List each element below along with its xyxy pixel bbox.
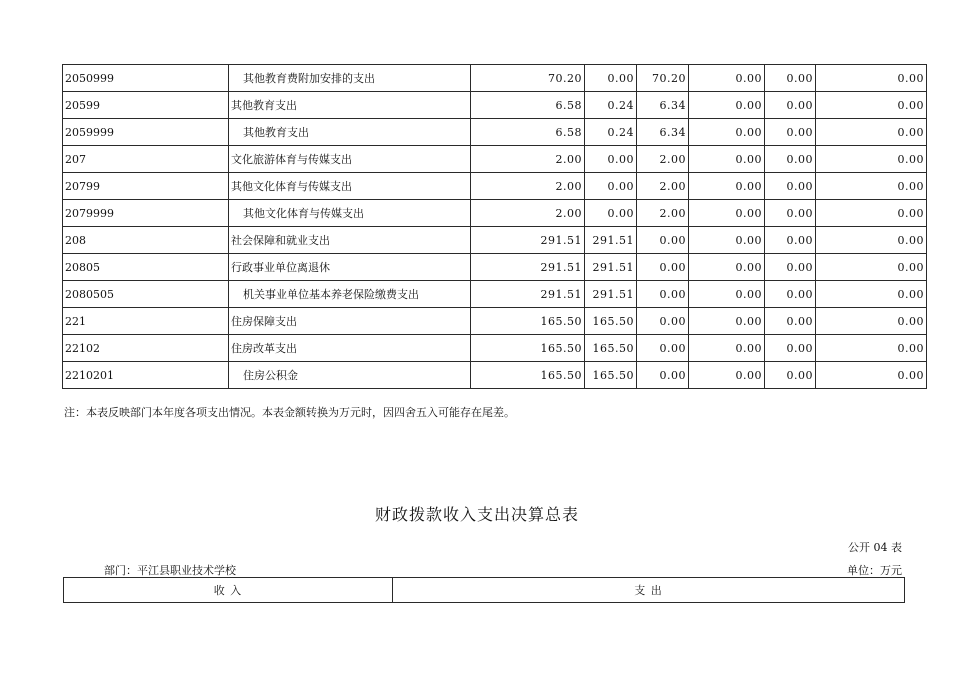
subject-code: 208 bbox=[63, 227, 229, 254]
amount-cell: 0.00 bbox=[816, 200, 927, 227]
subject-code: 207 bbox=[63, 146, 229, 173]
table-row bbox=[63, 146, 927, 173]
subject-name: 其他文化体育与传媒支出 bbox=[229, 200, 471, 227]
table-row bbox=[63, 173, 927, 200]
subject-code: 2079999 bbox=[63, 200, 229, 227]
amount-cell: 0.00 bbox=[816, 227, 927, 254]
subject-name: 其他教育费附加安排的支出 bbox=[229, 65, 471, 92]
amount-cell: 0.00 bbox=[816, 362, 927, 389]
subject-name: 社会保障和就业支出 bbox=[229, 227, 471, 254]
expenditure-table-body bbox=[63, 65, 927, 389]
amount-cell: 0.00 bbox=[689, 281, 765, 308]
amount-cell: 0.00 bbox=[585, 65, 637, 92]
amount-cell: 0.00 bbox=[689, 173, 765, 200]
amount-cell: 0.00 bbox=[765, 308, 816, 335]
subject-code: 2210201 bbox=[63, 362, 229, 389]
amount-cell: 2.00 bbox=[471, 173, 585, 200]
table-code: 公开 04 表 bbox=[848, 541, 902, 554]
amount-cell: 0.00 bbox=[765, 281, 816, 308]
amount-cell: 291.51 bbox=[471, 281, 585, 308]
amount-cell: 0.00 bbox=[765, 254, 816, 281]
subject-code: 221 bbox=[63, 308, 229, 335]
amount-cell: 165.50 bbox=[585, 308, 637, 335]
amount-cell: 0.00 bbox=[637, 335, 689, 362]
amount-cell: 0.00 bbox=[765, 65, 816, 92]
table-row bbox=[63, 254, 927, 281]
amount-cell: 0.00 bbox=[689, 92, 765, 119]
amount-cell: 0.00 bbox=[816, 335, 927, 362]
subject-name: 住房改革支出 bbox=[229, 335, 471, 362]
subject-code: 20799 bbox=[63, 173, 229, 200]
amount-cell: 291.51 bbox=[471, 227, 585, 254]
amount-cell: 0.00 bbox=[689, 146, 765, 173]
amount-cell: 2.00 bbox=[637, 146, 689, 173]
amount-cell: 0.00 bbox=[689, 65, 765, 92]
amount-cell: 0.00 bbox=[689, 362, 765, 389]
section-title: 财政拨款收入支出决算总表 bbox=[374, 505, 579, 524]
summary-table-header bbox=[63, 577, 905, 603]
amount-cell: 165.50 bbox=[585, 335, 637, 362]
table-row bbox=[63, 119, 927, 146]
amount-cell: 165.50 bbox=[471, 362, 585, 389]
amount-cell: 0.00 bbox=[637, 227, 689, 254]
amount-cell: 291.51 bbox=[585, 254, 637, 281]
subject-code: 2059999 bbox=[63, 119, 229, 146]
amount-cell: 165.50 bbox=[471, 308, 585, 335]
amount-cell: 0.24 bbox=[585, 119, 637, 146]
amount-cell: 0.00 bbox=[816, 308, 927, 335]
amount-cell: 6.58 bbox=[471, 92, 585, 119]
table-row bbox=[63, 281, 927, 308]
header-row bbox=[64, 578, 905, 603]
amount-cell: 0.00 bbox=[689, 254, 765, 281]
subject-code: 2050999 bbox=[63, 65, 229, 92]
amount-cell: 0.00 bbox=[585, 173, 637, 200]
amount-cell: 0.00 bbox=[816, 254, 927, 281]
income-header: 收 入 bbox=[64, 578, 393, 603]
table-row bbox=[63, 227, 927, 254]
amount-cell: 0.00 bbox=[765, 227, 816, 254]
table-row bbox=[63, 335, 927, 362]
amount-cell: 0.00 bbox=[637, 281, 689, 308]
amount-cell: 70.20 bbox=[471, 65, 585, 92]
subject-code: 2080505 bbox=[63, 281, 229, 308]
amount-cell: 0.00 bbox=[637, 308, 689, 335]
amount-cell: 0.00 bbox=[765, 362, 816, 389]
amount-cell: 0.00 bbox=[689, 227, 765, 254]
amount-cell: 0.00 bbox=[765, 146, 816, 173]
amount-cell: 0.00 bbox=[816, 92, 927, 119]
amount-cell: 0.00 bbox=[689, 335, 765, 362]
table-row bbox=[63, 362, 927, 389]
subject-code: 20599 bbox=[63, 92, 229, 119]
subject-name: 其他文化体育与传媒支出 bbox=[229, 173, 471, 200]
amount-cell: 0.00 bbox=[689, 119, 765, 146]
amount-cell: 0.00 bbox=[585, 200, 637, 227]
amount-cell: 0.00 bbox=[637, 362, 689, 389]
amount-cell: 165.50 bbox=[471, 335, 585, 362]
subject-name: 文化旅游体育与传媒支出 bbox=[229, 146, 471, 173]
amount-cell: 0.00 bbox=[689, 200, 765, 227]
amount-cell: 0.00 bbox=[816, 173, 927, 200]
subject-name: 住房公积金 bbox=[229, 362, 471, 389]
amount-cell: 0.00 bbox=[765, 92, 816, 119]
amount-cell: 2.00 bbox=[471, 200, 585, 227]
amount-cell: 0.00 bbox=[816, 119, 927, 146]
table-row bbox=[63, 200, 927, 227]
amount-cell: 0.00 bbox=[765, 173, 816, 200]
amount-cell: 0.00 bbox=[689, 308, 765, 335]
amount-cell: 0.00 bbox=[765, 119, 816, 146]
subject-name: 机关事业单位基本养老保险缴费支出 bbox=[229, 281, 471, 308]
expenditure-table bbox=[62, 64, 927, 389]
table-row bbox=[63, 308, 927, 335]
table-row bbox=[63, 92, 927, 119]
amount-cell: 0.00 bbox=[816, 281, 927, 308]
subject-name: 其他教育支出 bbox=[229, 119, 471, 146]
amount-cell: 6.34 bbox=[637, 119, 689, 146]
amount-cell: 6.58 bbox=[471, 119, 585, 146]
amount-cell: 0.00 bbox=[765, 335, 816, 362]
expense-header: 支 出 bbox=[393, 578, 905, 603]
amount-cell: 0.00 bbox=[637, 254, 689, 281]
table-note: 注：本表反映部门本年度各项支出情况。本表金额转换为万元时，因四舍五入可能存在尾差。 bbox=[64, 406, 515, 419]
unit-label: 单位：万元 bbox=[847, 564, 902, 577]
subject-name: 行政事业单位离退休 bbox=[229, 254, 471, 281]
amount-cell: 291.51 bbox=[585, 227, 637, 254]
department-label: 部门：平江县职业技术学校 bbox=[104, 564, 236, 577]
amount-cell: 165.50 bbox=[585, 362, 637, 389]
amount-cell: 2.00 bbox=[637, 200, 689, 227]
amount-cell: 0.00 bbox=[585, 146, 637, 173]
amount-cell: 0.00 bbox=[816, 146, 927, 173]
amount-cell: 70.20 bbox=[637, 65, 689, 92]
subject-code: 22102 bbox=[63, 335, 229, 362]
amount-cell: 0.24 bbox=[585, 92, 637, 119]
amount-cell: 0.00 bbox=[765, 200, 816, 227]
table-row bbox=[63, 65, 927, 92]
amount-cell: 0.00 bbox=[816, 65, 927, 92]
amount-cell: 291.51 bbox=[585, 281, 637, 308]
amount-cell: 6.34 bbox=[637, 92, 689, 119]
subject-name: 住房保障支出 bbox=[229, 308, 471, 335]
subject-code: 20805 bbox=[63, 254, 229, 281]
amount-cell: 2.00 bbox=[471, 146, 585, 173]
amount-cell: 2.00 bbox=[637, 173, 689, 200]
subject-name: 其他教育支出 bbox=[229, 92, 471, 119]
amount-cell: 291.51 bbox=[471, 254, 585, 281]
